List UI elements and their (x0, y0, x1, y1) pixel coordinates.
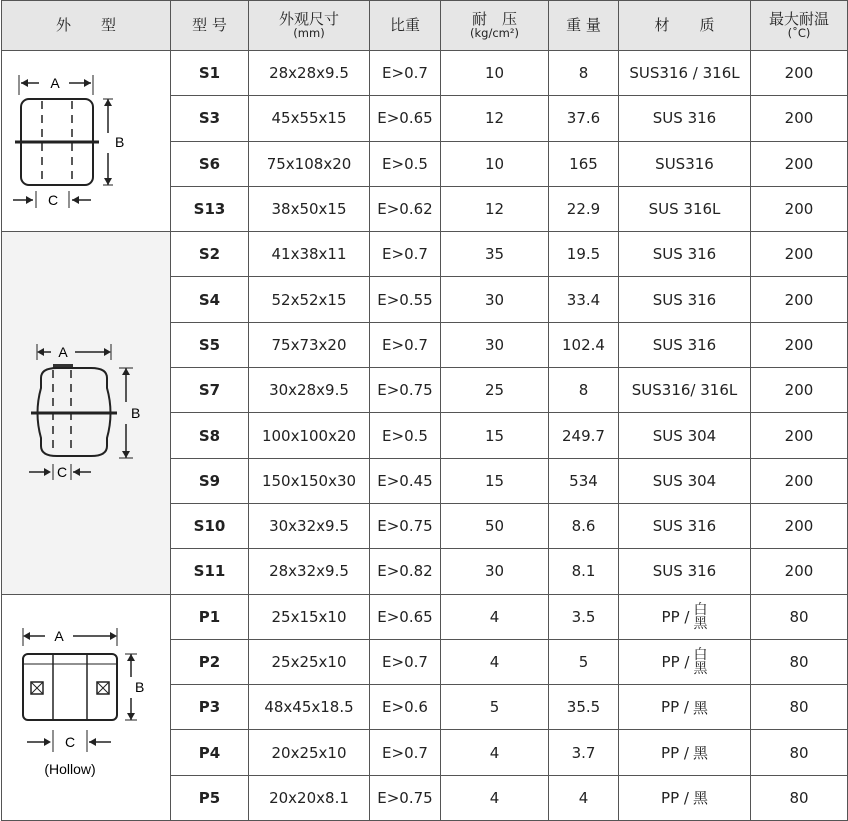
header-material: 材 质 (619, 1, 751, 51)
temp-cell: 200 (751, 141, 848, 186)
temp-cell: 200 (751, 322, 848, 367)
material-base: PP / (661, 653, 690, 671)
material-cell (619, 775, 751, 820)
pressure-cell: 12 (441, 186, 549, 231)
dim-c-label: C (47, 192, 59, 209)
temp-cell: 80 (751, 594, 848, 639)
material-cell: SUS 316 (619, 503, 751, 548)
pressure-cell: 10 (441, 141, 549, 186)
spec-table (1, 0, 848, 821)
weight-cell: 4 (549, 775, 619, 820)
temp-cell: 200 (751, 549, 848, 594)
table-row (2, 51, 848, 96)
material-split (662, 648, 708, 676)
size-cell: 25x15x10 (249, 594, 370, 639)
pressure-cell: 15 (441, 413, 549, 458)
temp-cell: 200 (751, 368, 848, 413)
dim-c-label: C (56, 463, 68, 480)
material-cell: SUS 316 (619, 322, 751, 367)
weight-cell: 102.4 (549, 322, 619, 367)
size-cell: 20x25x10 (249, 730, 370, 775)
material-cell: SUS 304 (619, 458, 751, 503)
dim-a-label: A (54, 628, 64, 645)
model-cell: S5 (171, 322, 249, 367)
pressure-cell: 50 (441, 503, 549, 548)
temp-cell: 200 (751, 232, 848, 277)
model-cell: P5 (171, 775, 249, 820)
dim-b-label: B (135, 679, 145, 696)
pressure-cell: 4 (441, 639, 549, 684)
header-shape: 外 型 (2, 1, 171, 51)
shape-cell-round-float (2, 232, 171, 594)
model-cell: P2 (171, 639, 249, 684)
weight-cell: 8.6 (549, 503, 619, 548)
size-cell: 28x28x9.5 (249, 51, 370, 96)
size-cell: 52x52x15 (249, 277, 370, 322)
header-temp (751, 1, 848, 51)
material-color-black: 黑 (693, 615, 708, 632)
group-2 (2, 232, 848, 594)
material-cell (619, 594, 751, 639)
dim-c-label: C (64, 734, 76, 751)
size-cell: 45x55x15 (249, 96, 370, 141)
dim-b-label: B (115, 134, 125, 151)
model-cell: P1 (171, 594, 249, 639)
material-cell: SUS 316 (619, 96, 751, 141)
size-cell: 28x32x9.5 (249, 549, 370, 594)
weight-cell: 37.6 (549, 96, 619, 141)
table-row (2, 232, 848, 277)
material-base: PP / (661, 743, 689, 762)
header-pressure-unit: (kg/cm²) (470, 26, 519, 41)
shape-cell-hollow-float (2, 594, 171, 820)
model-cell: S10 (171, 503, 249, 548)
weight-cell: 33.4 (549, 277, 619, 322)
size-cell: 75x73x20 (249, 322, 370, 367)
model-cell: S1 (171, 51, 249, 96)
sg-cell: E>0.45 (370, 458, 441, 503)
material-color-white: 白 (693, 647, 708, 663)
weight-cell: 8 (549, 51, 619, 96)
square-float-diagram (11, 71, 161, 211)
material-cell (619, 685, 751, 730)
material-split (661, 742, 708, 763)
pressure-cell: 35 (441, 232, 549, 277)
weight-cell: 8 (549, 368, 619, 413)
header-size (249, 1, 370, 51)
model-cell: S8 (171, 413, 249, 458)
material-color-black: 黑 (692, 789, 708, 808)
temp-cell: 200 (751, 277, 848, 322)
sg-cell: E>0.7 (370, 322, 441, 367)
weight-cell: 3.7 (549, 730, 619, 775)
header-weight: 重 量 (549, 1, 619, 51)
header-pressure-label: 耐 压 (471, 9, 517, 28)
sg-cell: E>0.82 (370, 549, 441, 594)
model-cell: S13 (171, 186, 249, 231)
weight-cell: 5 (549, 639, 619, 684)
material-cell: SUS 304 (619, 413, 751, 458)
header-size-unit: (mm) (293, 26, 325, 41)
group-3 (2, 594, 848, 820)
size-cell: 38x50x15 (249, 186, 370, 231)
hollow-float-diagram (11, 622, 161, 792)
pressure-cell: 30 (441, 322, 549, 367)
material-color-black: 黑 (692, 744, 708, 763)
size-cell: 30x32x9.5 (249, 503, 370, 548)
weight-cell: 35.5 (549, 685, 619, 730)
material-cell: SUS 316 (619, 232, 751, 277)
weight-cell: 19.5 (549, 232, 619, 277)
weight-cell: 165 (549, 141, 619, 186)
header-temp-label: 最大耐温 (768, 9, 829, 28)
sg-cell: E>0.7 (370, 51, 441, 96)
model-cell: P3 (171, 685, 249, 730)
size-cell: 25x25x10 (249, 639, 370, 684)
material-cell: SUS 316 (619, 549, 751, 594)
temp-cell: 200 (751, 458, 848, 503)
sg-cell: E>0.5 (370, 413, 441, 458)
dim-a-label: A (58, 343, 68, 360)
material-colors (693, 648, 707, 676)
material-cell (619, 639, 751, 684)
material-color-white: 白 (693, 601, 708, 618)
material-base: PP / (661, 698, 689, 717)
model-cell: S3 (171, 96, 249, 141)
material-cell (619, 730, 751, 775)
sg-cell: E>0.7 (370, 730, 441, 775)
header-model: 型 号 (171, 1, 249, 51)
header-temp-unit: (˚C) (787, 26, 811, 41)
size-cell: 75x108x20 (249, 141, 370, 186)
temp-cell: 80 (751, 775, 848, 820)
material-cell: SUS316 / 316L (619, 51, 751, 96)
material-color-black: 黑 (693, 661, 708, 677)
size-cell: 41x38x11 (249, 232, 370, 277)
model-cell: S6 (171, 141, 249, 186)
temp-cell: 80 (751, 685, 848, 730)
material-colors (693, 603, 707, 631)
shape-cell-square-float (2, 51, 171, 232)
size-cell: 100x100x20 (249, 413, 370, 458)
group-1 (2, 51, 848, 232)
pressure-cell: 5 (441, 685, 549, 730)
material-cell: SUS 316L (619, 186, 751, 231)
temp-cell: 200 (751, 51, 848, 96)
pressure-cell: 12 (441, 96, 549, 141)
sg-cell: E>0.62 (370, 186, 441, 231)
pressure-cell: 25 (441, 368, 549, 413)
material-cell: SUS 316 (619, 277, 751, 322)
temp-cell: 80 (751, 730, 848, 775)
size-cell: 20x20x8.1 (249, 775, 370, 820)
sg-cell: E>0.75 (370, 503, 441, 548)
size-cell: 48x45x18.5 (249, 685, 370, 730)
sg-cell: E>0.7 (370, 639, 441, 684)
pressure-cell: 30 (441, 277, 549, 322)
material-base: PP / (661, 788, 689, 807)
dim-b-label: B (131, 404, 141, 421)
size-cell: 150x150x30 (249, 458, 370, 503)
temp-cell: 200 (751, 413, 848, 458)
header-row (2, 1, 848, 51)
material-split (661, 697, 708, 718)
material-cell: SUS316 (619, 141, 751, 186)
temp-cell: 200 (751, 96, 848, 141)
pressure-cell: 15 (441, 458, 549, 503)
temp-cell: 80 (751, 639, 848, 684)
material-base: PP / (661, 607, 690, 626)
weight-cell: 8.1 (549, 549, 619, 594)
pressure-cell: 4 (441, 594, 549, 639)
temp-cell: 200 (751, 503, 848, 548)
size-cell: 30x28x9.5 (249, 368, 370, 413)
hollow-label: (Hollow) (44, 761, 96, 778)
sg-cell: E>0.55 (370, 277, 441, 322)
material-split (662, 603, 708, 631)
weight-cell: 22.9 (549, 186, 619, 231)
pressure-cell: 4 (441, 775, 549, 820)
weight-cell: 249.7 (549, 413, 619, 458)
pressure-cell: 4 (441, 730, 549, 775)
sg-cell: E>0.75 (370, 368, 441, 413)
pressure-cell: 10 (441, 51, 549, 96)
material-split (661, 787, 708, 808)
table-row (2, 594, 848, 639)
model-cell: S9 (171, 458, 249, 503)
header-size-label: 外观尺寸 (278, 9, 339, 28)
sg-cell: E>0.65 (370, 96, 441, 141)
model-cell: S4 (171, 277, 249, 322)
sg-cell: E>0.6 (370, 685, 441, 730)
model-cell: S7 (171, 368, 249, 413)
model-cell: S11 (171, 549, 249, 594)
sg-cell: E>0.5 (370, 141, 441, 186)
header-pressure (441, 1, 549, 51)
temp-cell: 200 (751, 186, 848, 231)
model-cell: S2 (171, 232, 249, 277)
header-sg: 比重 (370, 1, 441, 51)
round-float-diagram (11, 338, 161, 488)
sg-cell: E>0.7 (370, 232, 441, 277)
dim-a-label: A (50, 75, 60, 92)
material-cell: SUS316/ 316L (619, 368, 751, 413)
pressure-cell: 30 (441, 549, 549, 594)
weight-cell: 534 (549, 458, 619, 503)
weight-cell: 3.5 (549, 594, 619, 639)
sg-cell: E>0.75 (370, 775, 441, 820)
sg-cell: E>0.65 (370, 594, 441, 639)
material-color-black: 黑 (692, 698, 708, 717)
model-cell: P4 (171, 730, 249, 775)
